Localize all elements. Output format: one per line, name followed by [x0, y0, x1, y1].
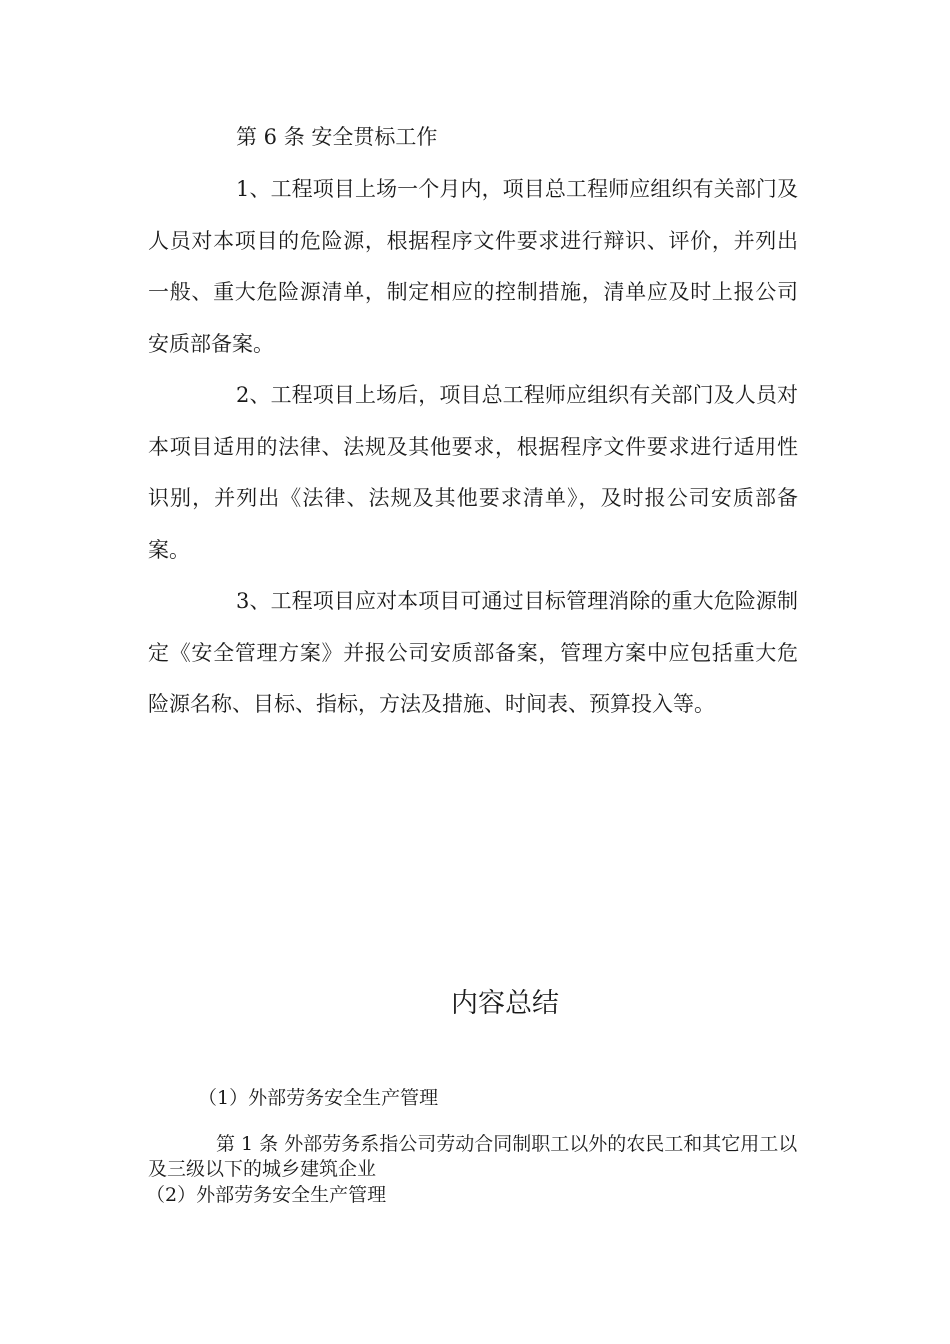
body-paragraph-2: 2、工程项目上场后，项目总工程师应组织有关部门及人员对本项目适用的法律、法规及其他要求，根据程序文件要求进行适用性识别，并列出《法律、法规及其他要求清单》，及时报公司安质部备案。 [148, 383, 798, 562]
summary-item-1: （1）外部劳务安全生产管理 [198, 1087, 439, 1109]
body-paragraph-3: 3、工程项目应对本项目可通过目标管理消除的重大危险源制定《安全管理方案》并报公司安质部备案，管理方案中应包括重大危险源名称、目标、指标，方法及措施、时间表、预算投入等。 [148, 589, 798, 716]
summary-article: 第 1 条 外部劳务系指公司劳动合同制职工以外的农民工和其它用工以及三级以下的城乡建筑企业 [148, 1133, 798, 1180]
body-paragraph-1: 1、工程项目上场一个月内，项目总工程师应组织有关部门及人员对本项目的危险源，根据程序文件要求进行辩识、评价，并列出一般、重大危险源清单，制定相应的控制措施，清单应及时上报公司安质部备案。 [148, 177, 798, 356]
summary-item-2: （2）外部劳务安全生产管理 [146, 1184, 387, 1206]
summary-title: 内容总结 [451, 988, 559, 1019]
article-heading: 第 6 条 安全贯标工作 [236, 125, 438, 149]
